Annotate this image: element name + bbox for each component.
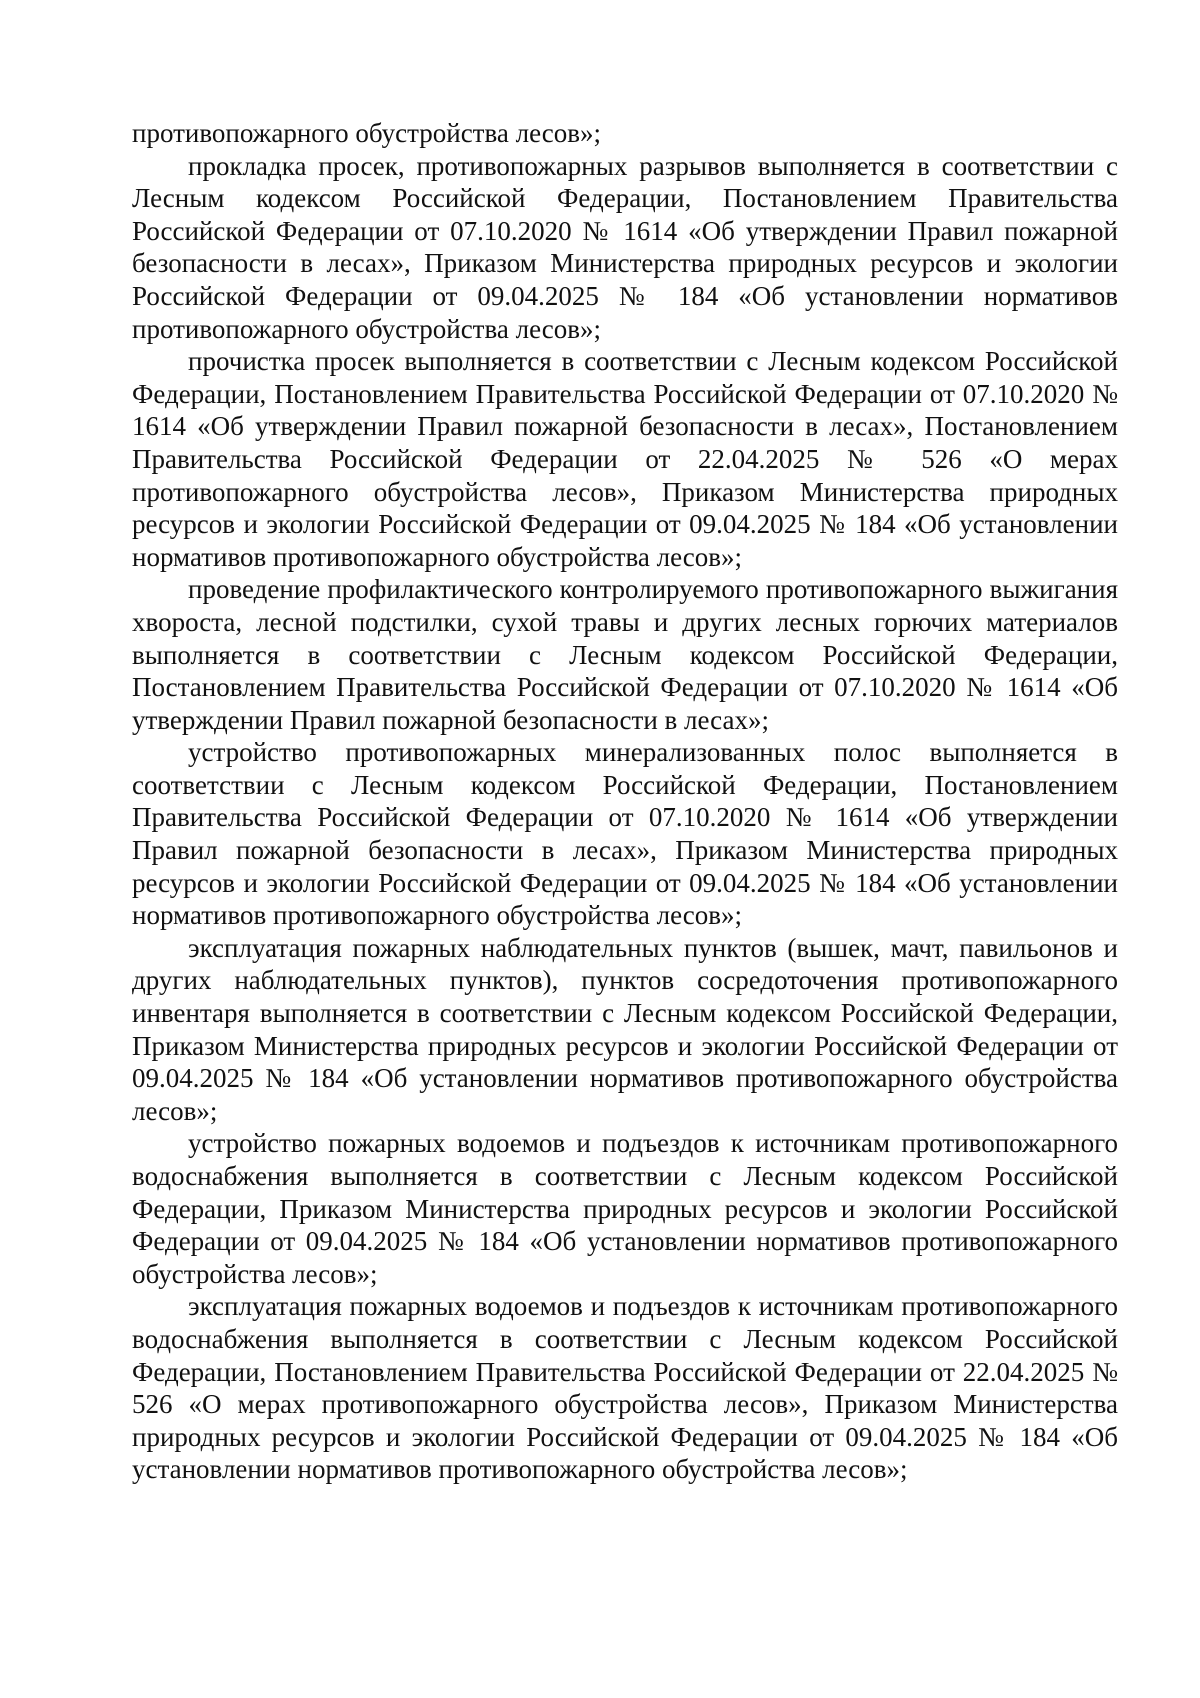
paragraph-clearing-maintenance: прочистка просек выполняется в соответствии с Лесным кодексом Российской Федерации, Постановлением Правительства Российской Федерации от 07.10.2020 № 1614 «Об утверждении Правил пожарной безопасности в лесах», Постановлением Правительства Российской Федерации от 22.04.2025 № 526 «О мерах противопожарного обустройства лесов», Приказом Министерства природных ресурсов и экологии Российской Федерации от 09.04.2025 № 184 «Об установлении нормативов противопожарного обустройства лесов»; [132, 346, 1118, 572]
document-page [132, 117, 1118, 1486]
paragraph-reservoir-construction: устройство пожарных водоемов и подъездов к источникам противопожарного водоснабжения выполняется в соответствии с Лесным кодексом Российской Федерации, Приказом Министерства природных ресурсов и экологии Российской Федерации от 09.04.2025 № 184 «Об установлении нормативов противопожарного обустройства лесов»; [132, 1128, 1118, 1289]
paragraph-mineralized-strips: устройство противопожарных минерализованных полос выполняется в соответствии с Лесным кодексом Российской Федерации, Постановлением Правительства Российской Федерации от 07.10.2020 № 1614 «Об утверждении Правил пожарной безопасности в лесах», Приказом Министерства природных ресурсов и экологии Российской Федерации от 09.04.2025 № 184 «Об установлении нормативов противопожарного обустройства лесов»; [132, 737, 1118, 931]
paragraph-clearing-construction: прокладка просек, противопожарных разрывов выполняется в соответствии с Лесным кодексом Российской Федерации, Постановлением Правительства Российской Федерации от 07.10.2020 № 1614 «Об утверждении Правил пожарной безопасности в лесах», Приказом Министерства природных ресурсов и экологии Российской Федерации от 09.04.2025 № 184 «Об установлении нормативов противопожарного обустройства лесов»; [132, 150, 1118, 344]
paragraph-controlled-burning: проведение профилактического контролируемого противопожарного выжигания хвороста, лесной подстилки, сухой травы и других лесных горючих материалов выполняется в соответствии с Лесным кодексом Российской Федерации, Постановлением Правительства Российской Федерации от 07.10.2020 № 1614 «Об утверждении Правил пожарной безопасности в лесах»; [132, 574, 1118, 735]
paragraph-continuation: противопожарного обустройства лесов»; [132, 118, 601, 148]
paragraph-observation-posts: эксплуатация пожарных наблюдательных пунктов (вышек, мачт, павильонов и других наблюдательных пунктов), пунктов сосредоточения противопожарного инвентаря выполняется в соответствии с Лесным кодексом Российской Федерации, Приказом Министерства природных ресурсов и экологии Российской Федерации от 09.04.2025 № 184 «Об установлении нормативов противопожарного обустройства лесов»; [132, 932, 1118, 1126]
paragraph-reservoir-operation: эксплуатация пожарных водоемов и подъездов к источникам противопожарного водоснабжения выполняется в соответствии с Лесным кодексом Российской Федерации, Постановлением Правительства Российской Федерации от 22.04.2025 № 526 «О мерах противопожарного обустройства лесов», Приказом Министерства природных ресурсов и экологии Российской Федерации от 09.04.2025 № 184 «Об установлении нормативов противопожарного обустройства лесов»; [132, 1291, 1118, 1485]
